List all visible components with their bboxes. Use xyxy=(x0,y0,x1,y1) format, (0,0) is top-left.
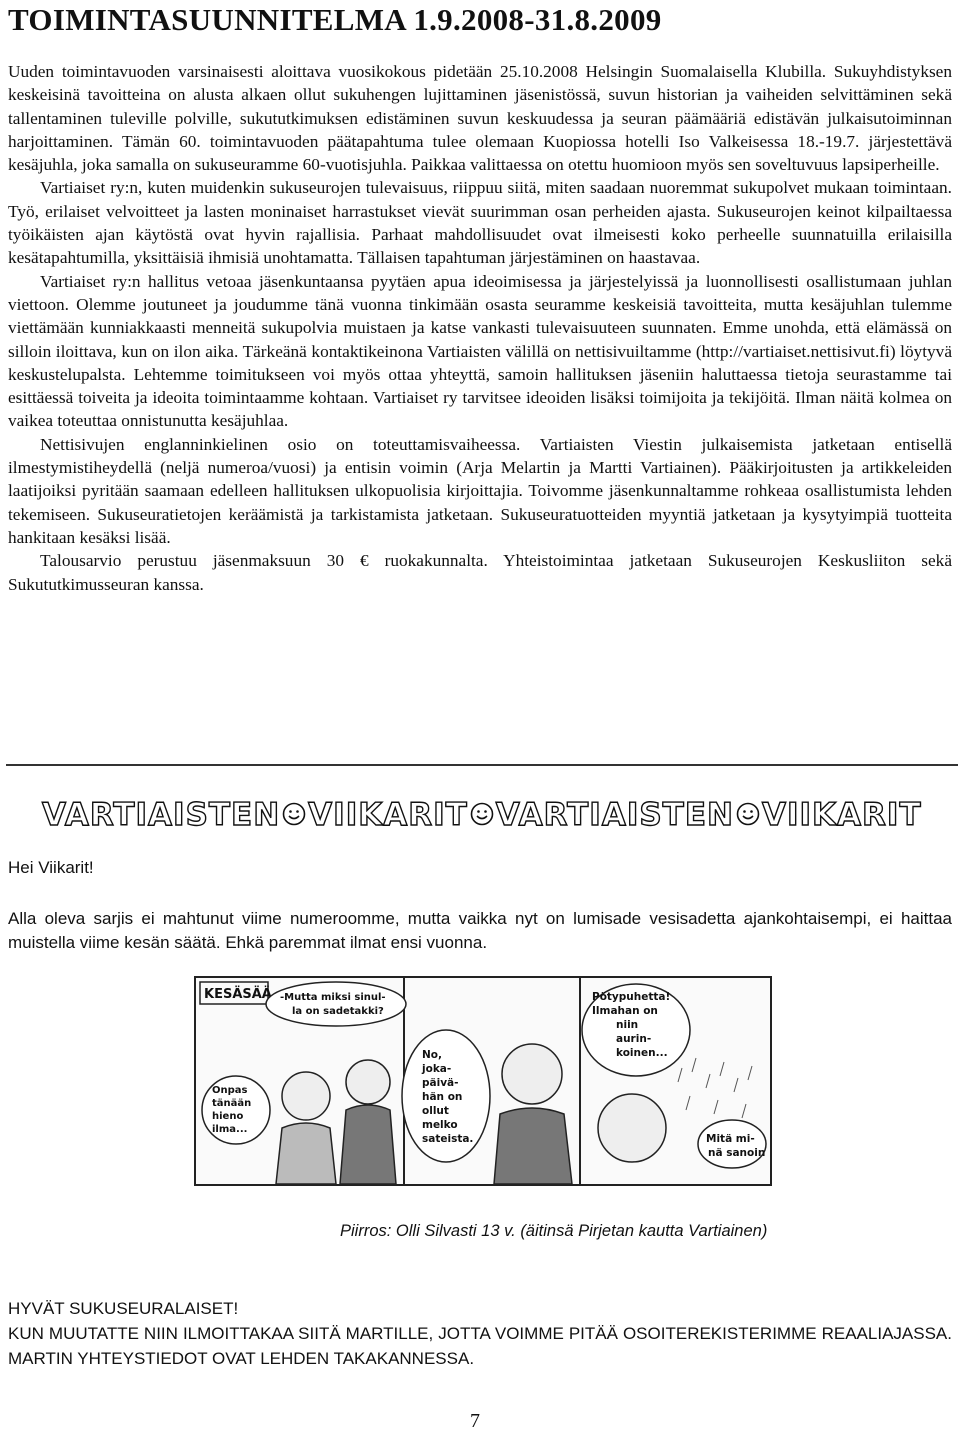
paragraph-annual-meeting: Uuden toimintavuoden varsinaisesti aloittava vuosikokous pidetään 25.10.2008 Helsingin Suomalaisella Klubilla. Sukuyhdistyksen keskeisinä tavoitteina on alusta alkaen ollut sukuhengen lujittaminen jäsenistössä, suvun historian ja vaiheiden selvittäminen sekä tallentaminen tuleville polville, sukututkimuksen edistäminen suvun keskuudessa ja seuran päämääriä edistävän julkaisutoiminnan harjoittaminen. Tämän 60. toimintavuoden päätapahtuma tulee olemaan Kuopiossa hotelli Iso Valkeisessa 18.-19.7. järjestettävä kesäjuhla, joka samalla on sukuseuramme 60-vuotisjuhla. Paikkaa valittaessa on otettu huomioon myös sen soveltuvuus lapsiperheille. xyxy=(8,62,952,175)
character-raincoat xyxy=(494,1108,572,1184)
comic-strip xyxy=(194,976,772,1186)
character-body xyxy=(276,1123,336,1184)
panel3-speech2: Mitä mi- nä sanoin xyxy=(706,1133,766,1159)
panel3-speech: Pötypuhetta! Ilmahan on niin aurin- koinen... xyxy=(592,991,671,1059)
smiley-icon xyxy=(736,802,760,826)
panel1-title: KESÄSÄÄ xyxy=(204,987,272,1002)
speech-bubble xyxy=(266,982,406,1026)
comic-drawing xyxy=(196,978,770,1184)
page-number: 7 xyxy=(470,1410,480,1432)
heading-word: VIIKARIT xyxy=(761,797,922,833)
character-head xyxy=(346,1060,390,1104)
greeting: Hei Viikarit! xyxy=(8,858,94,877)
heading-word: VIIKARIT xyxy=(308,797,468,833)
notice-body: KUN MUUTATTE NIIN ILMOITTAKAA SIITÄ MARTILLE, JOTTA VOIMME PITÄÄ OSOITEREKISTERIMME REAALIAJASSA. MARTIN YHTEYSTIEDOT OVAT LEHDEN TAKAKANNESSA. xyxy=(8,1324,952,1368)
smiley-icon xyxy=(470,802,494,826)
character-head xyxy=(502,1044,562,1104)
panel1-speech2: -Mutta miksi sinul- la on sadetakki? xyxy=(280,992,386,1017)
character-face-angry xyxy=(598,1094,666,1162)
paragraph-board-appeal: Vartiaiset ry:n hallitus vetoaa jäsenkuntaansa pyytäen apua ideoimisessa ja järjestelyissä ja luonnollisesti osallistumaan juhlan viettoon. Olemme joutuneet ja joudumme tänä vuonna tinkimään osasta seuramme keskeisiä tavoitteita, mutta kesäjuhlan tulemme viettämään kunniakkaasti menneitä sukupolvia muistaen ja katse vankasti tulevaisuuteen suunnaten. Emme unohda, että elämässä on silloin iloittava, kun on ilon aika. Tärkeänä kontaktikeinona Vartiaisten välillä on nettisivuiltamme (http://vartiaiset.nettisivut.fi) löytyvä keskustelupalsta. Lehtemme toimitukseen voi myös ottaa yhteyttä, samoin hallituksen jäseniin haluttaessa tietoja seurastamme tai esittäessä toiveita ja ideoita toimintaamme kohtaan. Vartiaiset ry tarvitsee ideoiden lisäksi toimijoita ja tekijöitä. Ilman näitä kolmea on vaikea toteuttaa onnistunutta kesäjuhlaa. xyxy=(8,271,952,431)
notice-block xyxy=(8,1296,952,1371)
character-raincoat xyxy=(340,1105,396,1184)
rain-lines xyxy=(678,1058,752,1118)
paragraph-budget: Talousarvio perustuu jäsenmaksuun 30 € ruokakunnalta. Yhteistoimintaa jatketaan Sukuseurojen Keskusliiton sekä Sukututkimusseuran kanssa. xyxy=(8,551,952,594)
section-divider xyxy=(6,764,958,766)
character-head xyxy=(282,1072,330,1120)
smiley-icon xyxy=(282,802,306,826)
panel2-speech: No, joka- päivä- hän on ollut melko sateista. xyxy=(422,1049,474,1145)
comic-caption: Piirros: Olli Silvasti 13 v. (äitinsä Pirjetan kautta Vartiainen) xyxy=(340,1222,768,1240)
article-body xyxy=(8,60,952,596)
page-title: TOIMINTASUUNNITELMA 1.9.2008-31.8.2009 xyxy=(8,2,662,37)
paragraph-future: Vartiaiset ry:n, kuten muidenkin sukuseurojen tulevaisuus, riippuu siitä, miten saadaan nuoremmat sukupolvet mukaan toimintaan. Työ, erilaiset velvoitteet ja lasten moninaiset harrastukset vievät suurimman osan perheiden ajasta. Sukuseurojen keinot kilpailtaessa työikäisten ajan käytöstä ovat hyvin rajallisia. Parhaat mahdollisuudet ovat ilmeisesti koko perheelle suunnatuilla erilaisilla kesätapahtumilla, yksittäisiä ihmisiä unohtamatta. Tällaisen tapahtuman järjestäminen on haastavaa. xyxy=(8,178,952,268)
heading-word: VARTIAISTEN xyxy=(42,797,281,833)
paragraph-website-publication: Nettisivujen englanninkielinen osio on toteuttamisvaiheessa. Vartiaisten Viestin julkaisemista jatketaan entisellä ilmestymistiheydellä (neljä numeroa/vuosi) ja entisin voimin (Arja Melartin ja Martti Vartiainen). Pääkirjoitusten ja artikkeleiden laatijoiksi pyritään saamaan edelleen hallituksen ulkopuolisia kirjoittajia. Toivomme jäsenkunnaltamme rohkeaa osallistumista lehden tekemiseen. Sukuseuratietojen keräämistä ja tarkistamista jatketaan. Sukuseuratuotteiden myyntiä jatketaan ja kysytyimpiä tuotteita hankitaan kesäksi lisää. xyxy=(8,434,952,547)
viikarit-heading xyxy=(42,797,922,833)
viikarit-intro: Alla oleva sarjis ei mahtunut viime numeroomme, mutta vaikka nyt on lumisade vesisadetta ajankohtaisempi, ei haittaa muistella viime kesän säätä. Ehkä paremmat ilmat ensi vuonna. xyxy=(8,909,952,952)
panel1-speech: Onpas tänään hieno ilma... xyxy=(212,1085,252,1135)
heading-word: VARTIAISTEN xyxy=(495,797,734,833)
notice-headline: HYVÄT SUKUSEURALAISET! xyxy=(8,1299,239,1318)
